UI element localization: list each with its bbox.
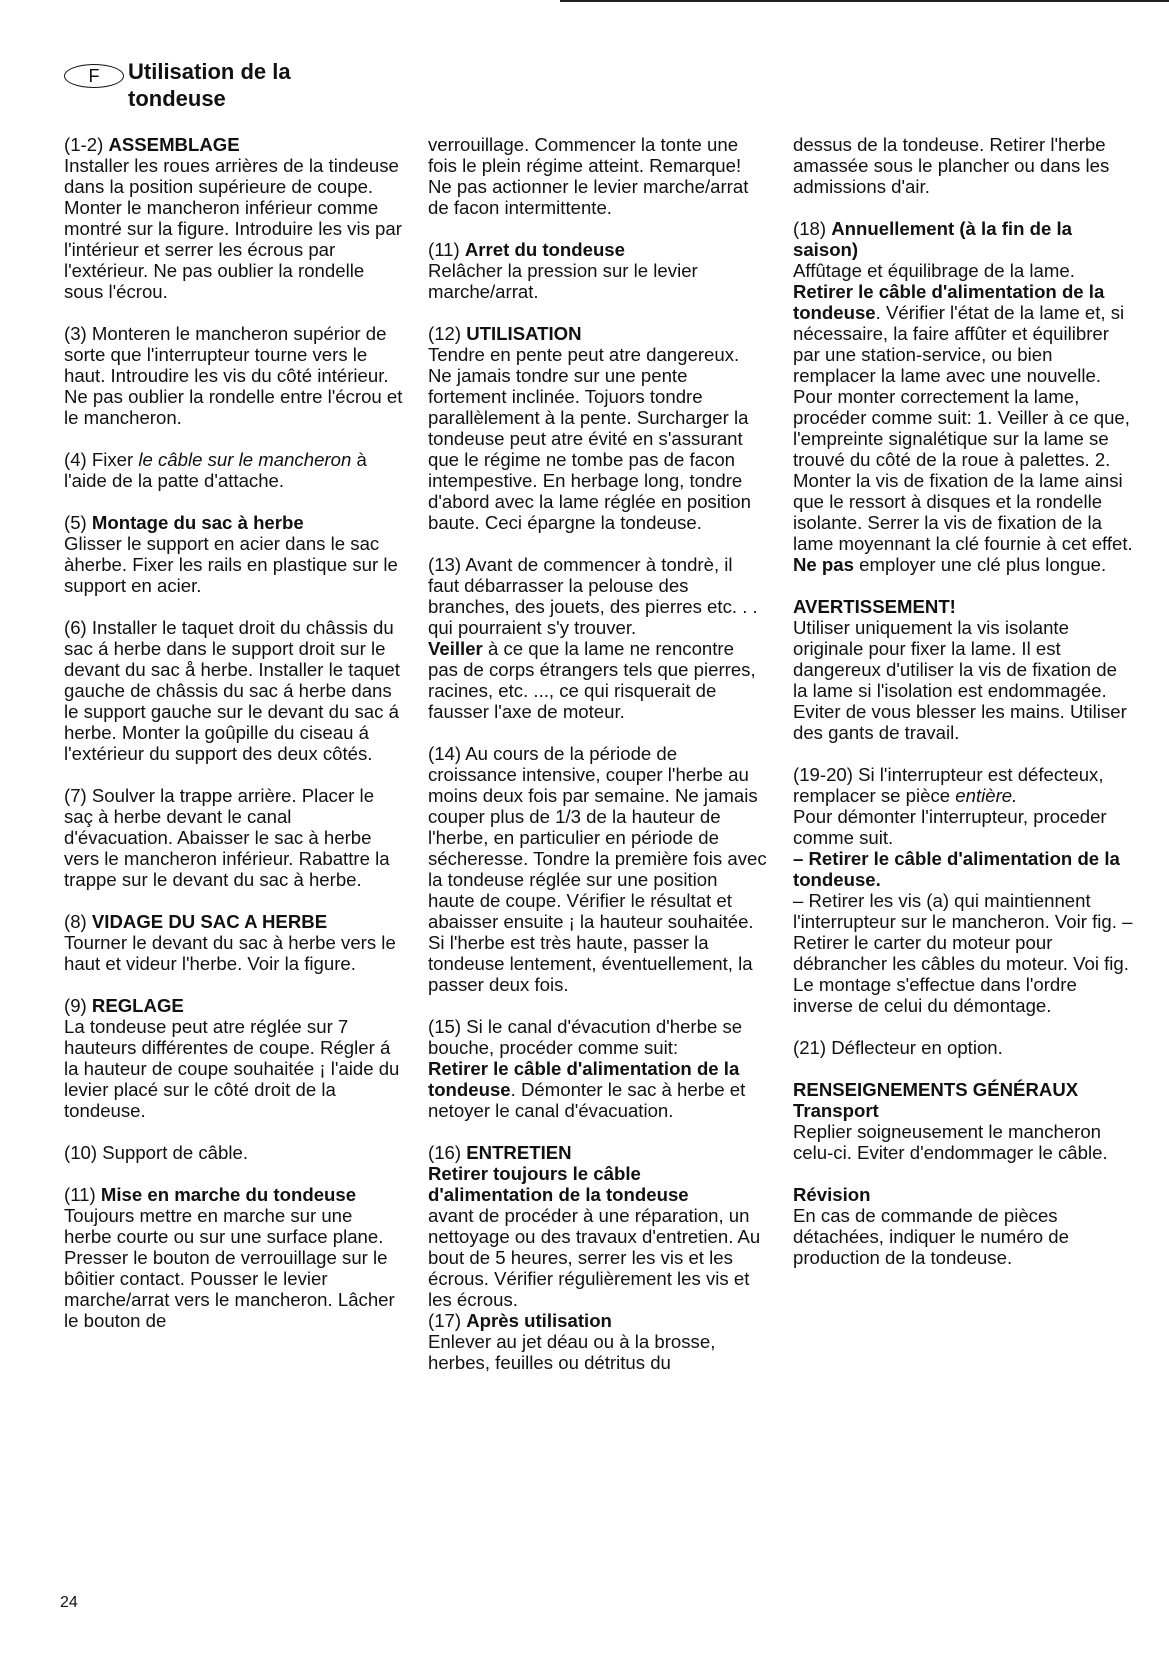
section-heading: ENTRETIEN bbox=[466, 1142, 572, 1163]
section-emphasis: – Retirer le câble d'alimentation de la tondeuse. bbox=[793, 848, 1120, 890]
section-body: dessus de la tondeuse. Retirer l'herbe amassée sous le plancher ou dans les admissions d'air. bbox=[793, 134, 1110, 197]
section-11-continued bbox=[428, 134, 768, 218]
section-17-continued bbox=[793, 134, 1133, 197]
section-body: (6) Installer le taquet droit du châssis du sac á herbe dans le support droit sur le devant du sac å herbe. Installer le taquet gauche de châssis du sac á herbe dans le support gauche sur le devant du sac á herbe. Monter la goûpille du ciseau á l'extérieur du support des deux côtés. bbox=[64, 617, 400, 764]
section-body: Tendre en pente peut atre dangereux. Ne jamais tondre sur une pente fortement inclinée. Tojuors tondre parallèlement à la pente. Surcharger la tondeuse peut atre évité en s'assurant que le régime ne tombe pas de facon intempestive. En herbage long, tondre d'abord avec la lame réglée en position baute. Ceci épargne la tondeuse. bbox=[428, 344, 751, 533]
section-heading: Après utilisation bbox=[466, 1310, 612, 1331]
section-body: (3) Monteren le mancheron supérior de sorte que l'interrupteur tourne vers le haut. Introudire les vis du côté intérieur. Ne pas oublier la rondelle entre l'écrou et le mancheron. bbox=[64, 323, 403, 428]
section-number: (5) bbox=[64, 512, 92, 533]
section-heading: Annuellement (à la fin de la saison) bbox=[793, 218, 1072, 260]
section-body: Enlever au jet déau ou à la brosse, herbes, feuilles ou détritus du bbox=[428, 1331, 716, 1373]
section-heading: Montage du sac à herbe bbox=[91, 512, 304, 533]
section-10 bbox=[64, 1142, 404, 1163]
section-body: Relâcher la pression sur le levier marche/arrat. bbox=[428, 260, 698, 302]
section-body: verrouillage. Commencer la tonte une fois le plein régime atteint. Remarque! Ne pas actionner le levier marche/arrat de facon intermittente. bbox=[428, 134, 749, 218]
text-column-2 bbox=[428, 134, 768, 1373]
section-body: En cas de commande de pièces détachées, indiquer le numéro de production de la tondeuse. bbox=[793, 1205, 1069, 1268]
section-body: (14) Au cours de la période de croissance intensive, couper l'herbe au moins deux fois par semaine. Ne jamais couper plus de 1/3 de la hauteur de l'herbe, en particulier en période de sécheresse. Tondre la première fois avec la tondeuse réglée sur une position haute de coupe. Vérifier le résultat et abaisser ensuite ¡ la hauteur souhaitée. Si l'herbe est très haute, passer la tondeuse lentement, éventuellement, la passer deux fois. bbox=[428, 743, 767, 995]
section-body: . Vérifier l'état de la lame et, si nécessaire, la faire affûter et équilibrer par une station-service, ou bien remplacer la lame avec une nouvelle. Pour monter correctement la lame, procéder comme suit: 1. Veiller à ce que, l'empreinte signalétique sur la lame se trouvé du côté de la roue à palettes. 2. Monter la vis de fixation de la lame ainsi que le ressort à disques et la rondelle isolante. Serrer la vis de fixation de la lame moyennant la clé fournie à cet effet. bbox=[793, 302, 1133, 554]
section-body: (19-20) Si l'interrupteur est défecteux, remplacer se pièce bbox=[793, 764, 1104, 806]
section-body: (4) Fixer bbox=[64, 449, 139, 470]
section-heading: UTILISATION bbox=[466, 323, 582, 344]
section-body: Affûtage et équilibrage de la lame. bbox=[793, 260, 1075, 281]
section-21 bbox=[793, 1037, 1133, 1058]
section-number: (18) bbox=[793, 218, 832, 239]
subsection-heading: Transport bbox=[793, 1100, 879, 1121]
section-18 bbox=[793, 218, 1133, 575]
language-badge: F bbox=[64, 64, 124, 88]
section-body: avant de procéder à une réparation, un nettoyage ou des travaux d'entretien. Au bout de 5 heures, serrer les vis et les écrous. Vérifier régulièrement les vis et les écrous. bbox=[428, 1205, 761, 1310]
general-info-section bbox=[793, 1079, 1133, 1163]
section-body-italic: le câble sur le mancheron bbox=[138, 449, 352, 470]
section-8 bbox=[64, 911, 404, 974]
revision-section bbox=[793, 1184, 1133, 1268]
section-heading: Arret du tondeuse bbox=[464, 239, 625, 260]
section-heading: VIDAGE DU SAC A HERBE bbox=[91, 911, 328, 932]
section-11-stop bbox=[428, 239, 768, 302]
title-line-1: Utilisation de la bbox=[128, 59, 291, 84]
section-14 bbox=[428, 743, 768, 995]
section-body: employer une clé plus longue. bbox=[853, 554, 1107, 575]
section-number: (11) bbox=[428, 239, 465, 260]
section-body: . Démonter le sac à herbe et netoyer le canal d'évacuation. bbox=[428, 1079, 746, 1121]
title-line-2: tondeuse bbox=[128, 86, 226, 111]
section-body: Tourner le devant du sac à herbe vers le haut et videur l'herbe. Voir la figure. bbox=[64, 932, 396, 974]
page-number: 24 bbox=[60, 1594, 78, 1611]
section-body: Pour démonter l'interrupteur, proceder comme suit. bbox=[793, 806, 1107, 848]
section-heading: REGLAGE bbox=[91, 995, 184, 1016]
section-emphasis: Retirer le câble d'alimentation de la tondeuse bbox=[793, 281, 1105, 323]
section-body: (13) Avant de commencer à tondrè, il faut débarrasser la pelouse des branches, des jouets, des pierres etc. . . qui pourraient s'y trouver. bbox=[428, 554, 758, 638]
section-emphasis: Ne pas bbox=[793, 554, 854, 575]
section-body: Installer les roues arrières de la tindeuse dans la position supérieure de coupe. Monter le mancheron inférieur comme montré sur la figure. Introduire les vis par l'intérieur et serrer les écrous par l'extérieur. Ne pas oublier la rondelle sous l'écrou. bbox=[64, 155, 402, 302]
section-9 bbox=[64, 995, 404, 1121]
text-column-3 bbox=[793, 134, 1133, 1289]
section-heading: RENSEIGNEMENTS GÉNÉRAUX bbox=[793, 1079, 1079, 1100]
section-body: – Retirer les vis (a) qui maintiennent l'interrupteur sur le mancheron. Voir fig. – Retirer le carter du moteur pour débrancher les câbles du moteur. Voi fig. Le montage s'effectue dans l'ordre inverse de celui du démontage. bbox=[793, 890, 1133, 1016]
section-7 bbox=[64, 785, 404, 890]
section-11 bbox=[64, 1184, 404, 1331]
section-body-italic: entière. bbox=[955, 785, 1018, 806]
top-rule bbox=[560, 0, 1169, 2]
section-19-20 bbox=[793, 764, 1133, 1016]
warning-section bbox=[793, 596, 1133, 743]
section-number: (16) bbox=[428, 1142, 467, 1163]
section-body: à l'aide de la patte d'attache. bbox=[64, 449, 367, 491]
section-number: (8) bbox=[64, 911, 92, 932]
section-number: (1-2) bbox=[64, 134, 109, 155]
subsection-heading: Révision bbox=[793, 1184, 871, 1205]
section-17 bbox=[428, 1310, 768, 1373]
page-title bbox=[128, 58, 428, 112]
section-1-2 bbox=[64, 134, 404, 302]
section-heading: Mise en marche du tondeuse bbox=[100, 1184, 357, 1205]
section-emphasis: Retirer toujours le câble d'alimentation de la tondeuse bbox=[428, 1163, 689, 1205]
section-4 bbox=[64, 449, 404, 491]
text-column-1 bbox=[64, 134, 404, 1331]
section-body: (15) Si le canal d'évacution d'herbe se bouche, procéder comme suit: bbox=[428, 1016, 743, 1058]
section-number: (17) bbox=[428, 1310, 467, 1331]
section-12 bbox=[428, 323, 768, 533]
section-6 bbox=[64, 617, 404, 764]
section-body: à ce que la lame ne rencontre pas de corps étrangers tels que pierres, racines, etc. ..., ce qui risquerait de fausser l'axe de moteur. bbox=[428, 638, 756, 722]
section-13 bbox=[428, 554, 768, 722]
section-body: Glisser le support en acier dans le sac àherbe. Fixer les rails en plastique sur le support en acier. bbox=[64, 533, 398, 596]
section-body: (7) Soulver la trappe arrière. Placer le saç à herbe devant le canal d'évacuation. Abaisser le sac à herbe vers le mancheron inférieur. Rabattre la trappe sur le devant du sac à herbe. bbox=[64, 785, 390, 890]
section-number: (9) bbox=[64, 995, 92, 1016]
warning-heading: AVERTISSEMENT! bbox=[793, 596, 956, 617]
section-body: Toujours mettre en marche sur une herbe courte ou sur une surface plane. Presser le bouton de verrouillage sur le bôitier contact. Pousser le levier marche/arrat vers le mancheron. Lâcher le bouton de bbox=[64, 1205, 395, 1331]
section-16 bbox=[428, 1142, 768, 1310]
section-3 bbox=[64, 323, 404, 428]
section-body: La tondeuse peut atre réglée sur 7 hauteurs différentes de coupe. Régler á la hauteur de coupe souhaitée ¡ l'aide du levier placé sur le côté droit de la tondeuse. bbox=[64, 1016, 400, 1121]
section-heading: ASSEMBLAGE bbox=[108, 134, 240, 155]
section-emphasis: Veiller bbox=[428, 638, 483, 659]
section-body: (21) Déflecteur en option. bbox=[793, 1037, 1003, 1058]
section-emphasis: Retirer le câble d'alimentation de la tondeuse bbox=[428, 1058, 740, 1100]
section-body: Replier soigneusement le mancheron celu-ci. Eviter d'endommager le câble. bbox=[793, 1121, 1108, 1163]
section-body: (10) Support de câble. bbox=[64, 1142, 248, 1163]
section-body: Utiliser uniquement la vis isolante originale pour fixer la lame. Il est dangereux d'utiliser la vis de fixation de la lame si l'isolation est endommagée. Eviter de vous blesser les mains. Utiliser des gants de travail. bbox=[793, 617, 1127, 743]
section-5 bbox=[64, 512, 404, 596]
section-number: (12) bbox=[428, 323, 467, 344]
section-15 bbox=[428, 1016, 768, 1121]
section-number: (11) bbox=[64, 1184, 101, 1205]
